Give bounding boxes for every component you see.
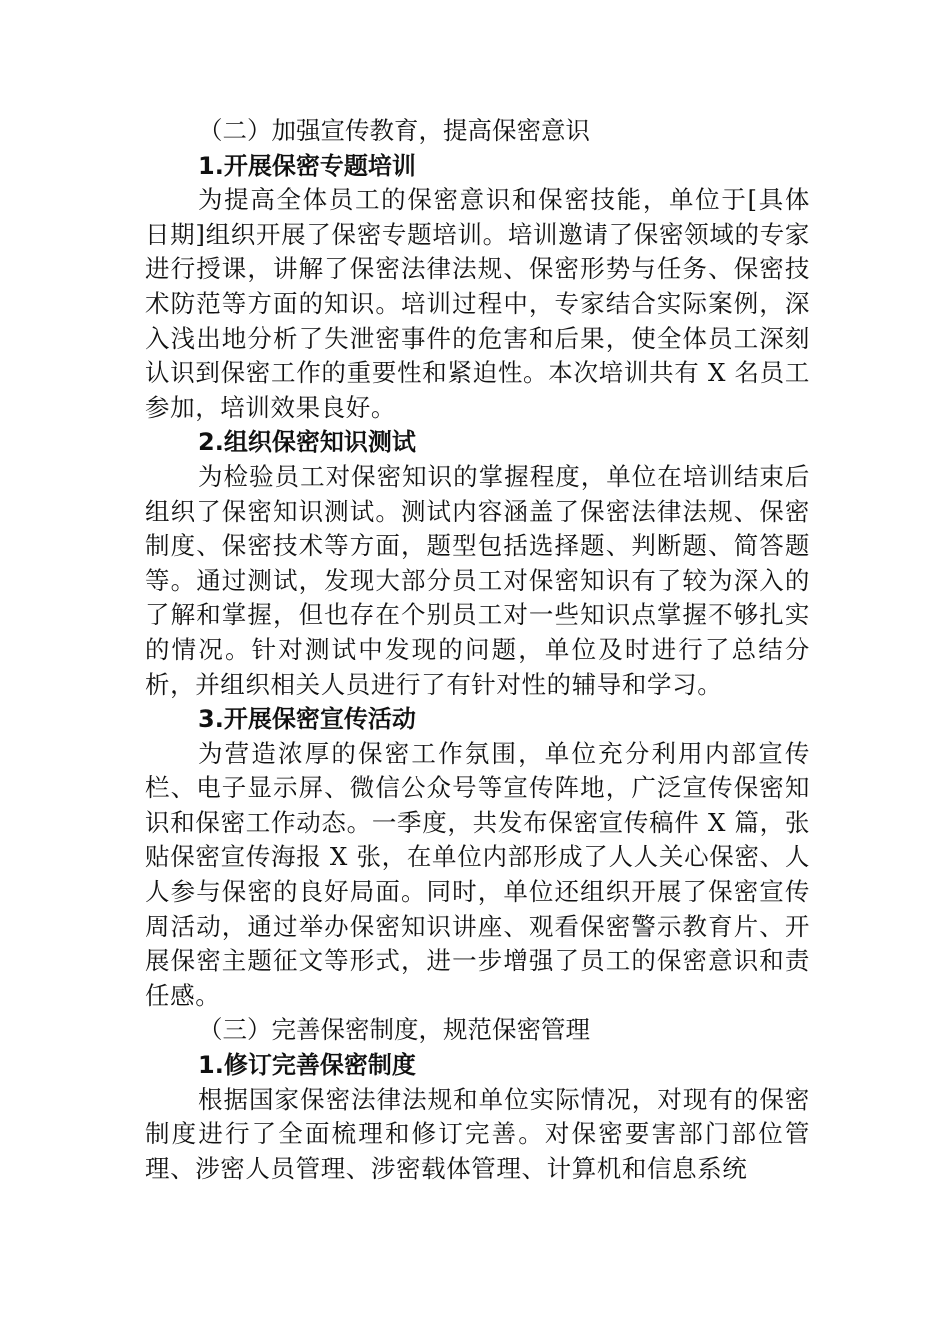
document-page (145, 114, 810, 1186)
subheading-knowledge-test: 2.组织保密知识测试 (198, 428, 416, 457)
section-heading-system-improvement: （三）完善保密制度，规范保密管理 (198, 1015, 590, 1045)
subheading-special-training: 1.开展保密专题培训 (198, 151, 416, 180)
paragraph-knowledge-test: 为检验员工对保密知识的掌握程度，单位在培训结束后组织了保密知识测试。测试内容涵盖了保密法律法规、保密制度、保密技术等方面，题型包括选择题、判断题、简答题等。通过测试，发现大部分员工对保密知识有了较为深入的了解和掌握，但也存在个别员工对一些知识点掌握不够扎实的情况。针对测试中发现的问题，单位及时进行了总结分析，并组织相关人员进行了有针对性的辅导和学习。 (145, 461, 810, 699)
section-heading-publicity-education: （二）加强宣传教育，提高保密意识 (198, 116, 590, 145)
paragraph-publicity-activities: 为营造浓厚的保密工作氛围，单位充分利用内部宣传栏、电子显示屏、微信公众号等宣传阵地，广泛宣传保密知识和保密工作动态。一季度，共发布保密宣传稿件 X 篇，张贴保密宣传海报 X 张，在单位内部形成了人人关心保密、人人参与保密的良好局面。同时，单位还组织开展了保密宣传周活动，通过举办保密知识讲座、观看保密警示教育片、开展保密主题征文等形式，进一步增强了员工的保密意识和责任感。 (145, 738, 810, 1010)
subheading-revise-system: 1.修订完善保密制度 (198, 1051, 416, 1080)
subheading-publicity-activities: 3.开展保密宣传活动 (198, 705, 416, 734)
paragraph-revise-system: 根据国家保密法律法规和单位实际情况，对现有的保密制度进行了全面梳理和修订完善。对保密要害部门部位管理、涉密人员管理、涉密载体管理、计算机和信息系统 (145, 1084, 810, 1183)
paragraph-special-training: 为提高全体员工的保密意识和保密技能，单位于[具体日期]组织开展了保密专题培训。培训邀请了保密领域的专家进行授课，讲解了保密法律法规、保密形势与任务、保密技术防范等方面的知识。培训过程中，专家结合实际案例，深入浅出地分析了失泄密事件的危害和后果，使全体员工深刻认识到保密工作的重要性和紧迫性。本次培训共有 X 名员工参加，培训效果良好。 (145, 185, 810, 422)
